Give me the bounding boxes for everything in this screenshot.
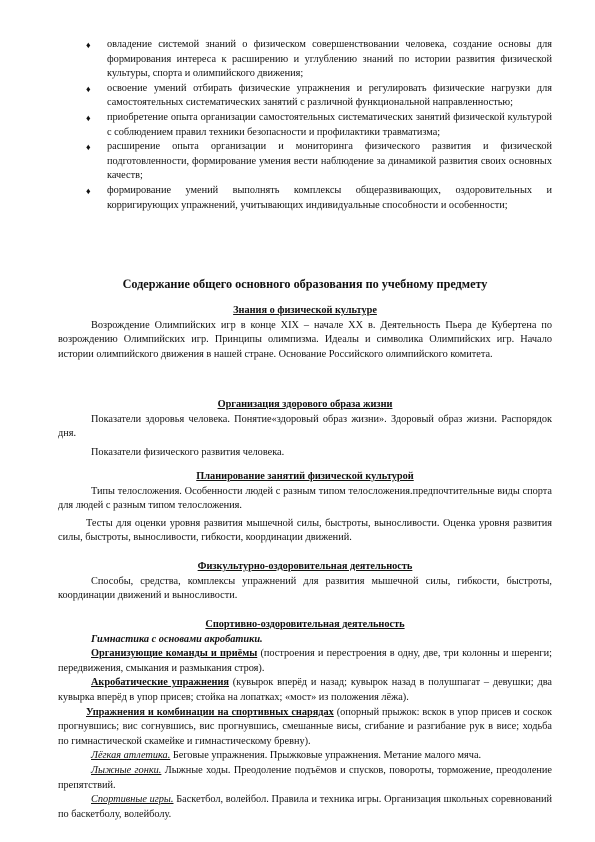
paragraph-label: Акробатические упражнения [91, 677, 229, 689]
gymnastics-heading: Гимнастика с основами акробатики. [91, 633, 263, 645]
paragraph [58, 706, 552, 750]
list-item-text: освоение умений отбирать физические упражнения и регулировать физические нагрузки для самостоятельных систематических занятий с различной функциональной направленностью; [107, 82, 552, 109]
paragraph-text: Беговые упражнения. Прыжковые упражнения. Метание малого мяча. [170, 750, 482, 762]
section-knowledge [58, 304, 552, 362]
diamond-bullet-icon: ♦ [86, 83, 91, 94]
section-sports [58, 618, 552, 822]
list-item [86, 184, 552, 213]
paragraph: Тесты для оценки уровня развития мышечной силы, быстроты, выносливости. Оценка уровня развития силы, быстроты, выносливости, гибкости, координации движений. [58, 517, 552, 544]
section-title: Спортивно-оздоровительная деятельность [205, 619, 405, 630]
page-title: Содержание общего основного образования по учебному предмету [122, 277, 488, 291]
paragraph: Показатели здоровья человека. Понятие«здоровый образ жизни». Здоровый образ жизни. Распорядок дня. [58, 413, 552, 440]
paragraph-text: (построения и перестроения в одну, две, три колонны и шеренги; передвижения, смыкания и размыкания строя). [58, 648, 552, 674]
paragraph [58, 793, 552, 822]
paragraph-text: Баскетбол, волейбол. Правила и техника игры. Организация школьных соревнований по баскетболу, волейболу. [58, 794, 552, 820]
diamond-bullet-icon: ♦ [86, 112, 91, 123]
paragraph [58, 676, 552, 705]
section-healthy-lifestyle [58, 398, 552, 460]
paragraph-label: Упражнения и комбинации на спортивных снарядах [86, 706, 334, 718]
paragraph: Возрождение Олимпийских игр в конце XIX – начале XX в. Деятельность Пьера де Кубертена по возрождению Олимпийских игр. Принципы олимпизма. Идеалы и символика Олимпийских игр. Начало истории олимпийского движения в нашей стране. Основание Российского олимпийского комитета. [58, 319, 552, 360]
paragraph: Типы телосложения. Особенности людей с разным типом телосложения.предпочтительные виды спорта для людей с разным типом телосложения. [58, 485, 552, 512]
paragraph [58, 749, 552, 764]
diamond-bullet-icon: ♦ [86, 142, 91, 153]
paragraph [58, 647, 552, 676]
paragraph-text: (опорный прыжок: вскок в упор присев и соскок прогнувшись; вис согнувшись, вис прогнувшись, смешанные висы, сгибание и разгибание рук в висе; ходьба по гимнастической скамейке и гимнастическому бревну). [58, 706, 552, 747]
paragraph-label: Лыжные гонки. [91, 764, 162, 776]
section-title: Планирование занятий физической культурой [196, 471, 414, 482]
section-title: Знания о физической культуре [233, 305, 377, 316]
section-planning [58, 470, 552, 546]
list-item [86, 38, 552, 82]
paragraph-label: Спортивные игры. [91, 794, 174, 806]
subsection-heading [58, 633, 552, 648]
goals-list [86, 38, 552, 213]
paragraph: Показатели физического развития человека. [91, 446, 285, 458]
paragraph [58, 764, 552, 793]
section-title: Физкультурно-оздоровительная деятельность [197, 561, 413, 572]
section-title: Организация здорового образа жизни [217, 399, 393, 410]
list-item-text: расширение опыта организации и мониторинга физического развития и физической подготовленности, формирование умения вести наблюдение за динамикой развития своих основных качеств; [107, 141, 552, 182]
paragraph-label: Организующие команды и приёмы [91, 648, 258, 660]
section-wellness [58, 560, 552, 604]
list-item [86, 111, 552, 140]
list-item [86, 140, 552, 184]
diamond-bullet-icon: ♦ [86, 40, 91, 50]
list-item [86, 82, 552, 111]
list-item-text: приобретение опыта организации самостоятельных систематических занятий физической культурой с соблюдением правил техники безопасности и профилактики травматизма; [107, 111, 552, 138]
paragraph: Способы, средства, комплексы упражнений для развития мышечной силы, гибкости, быстроты, координации движений и выносливости. [58, 575, 552, 602]
list-item-text: формирование умений выполнять комплексы общеразвивающих, оздоровительных и корригирующих упражнений, учитывающих индивидуальные способности и особенности; [107, 184, 552, 211]
paragraph-text: (кувырок вперёд и назад; кувырок назад в полушпагат – девушки; два кувырка вперёд в упор присев; стойка на лопатках; «мост» из положения лёжа). [58, 677, 552, 703]
diamond-bullet-icon: ♦ [86, 185, 91, 196]
paragraph-text: Лыжные ходы. Преодоление подъёмов и спусков, повороты, торможение, преодоление препятствий. [58, 764, 552, 791]
paragraph-label: Лёгкая атлетика. [91, 750, 171, 762]
list-item-text: овладение системой знаний о физическом совершенствовании человека, создание основы для формирования интереса к расширению и углублению знаний по истории развития физической культуры, спорта и олимпийского движения; [107, 39, 552, 80]
